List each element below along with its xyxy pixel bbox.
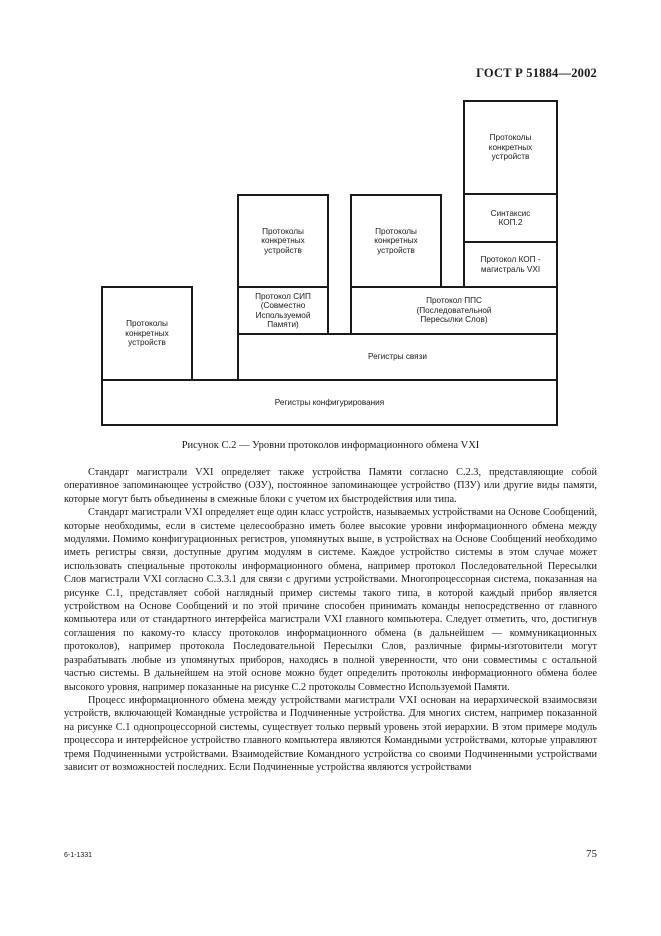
- config-registers-label: Регистры конфигурирования: [274, 397, 385, 407]
- col4-device-protocols-box: [463, 100, 558, 195]
- link-registers-box: [237, 333, 558, 381]
- print-code: 6-1-1331: [64, 852, 93, 859]
- word-serial-protocol-label: Протокол ППС (Последовательной Пересылки Слов): [416, 296, 492, 325]
- paragraph: Стандарт магистрали VXI определяет еще один класс устройств, называемых устройствами на Основе Сообщений, которые необходимы, если в системе целесообразно иметь более высокие уровни информационного обмена между модулями. Помимо конфигурационных регистров, упомянутых выше, в устройствах на Основе Сообщений необходимо иметь регистры связи, доступные другим модулям в системе. Каждое устройство системы в этом случае может использовать специальные протоколы информационного обмена, например протокол Последовательной Пересылки Слов магистрали VXI согласно С.3.3.1 для связи с другими устройствами. Многопроцессорная система, показанная на рисунке С.1, представляет собой наглядный пример системы такого типа, в которой каждый прибор является устройством на Основе Сообщений и по этой причине способен принимать команды непосредственно от главного компьютера или от стандартного интерфейса магистрали VXI главного компьютера. Следует отметить, что, достигнув соглашения по какому-то классу протоколов информационного обмена (в дальнейшем — коммуникационных протоколов), например протокола Последовательной Пересылки Слов, различные фирмы-изготовители могут разрабатывать любые из упомянутых приборов, находясь в полной уверенности, что они совместимы с остальной частью системы. В дальнейшем на этой основе можно будет определить протоколы информационного обмена более высокого уровня, например показанные на рисунке С.2 протоколы Совместно Используемой Памяти.: [64, 507, 597, 693]
- col2-device-protocols-label: Протоколы конкретных устройств: [261, 226, 305, 255]
- page-number: 75: [586, 848, 597, 860]
- shared-memory-protocol-label: Протокол СИП (Совместно Используемой Памяти): [255, 291, 311, 329]
- figure-caption: Рисунок С.2 — Уровни протоколов информационного обмена VXI: [181, 440, 480, 451]
- link-registers-label: Регистры связи: [368, 352, 427, 362]
- col1-device-protocols-label: Протоколы конкретных устройств: [125, 319, 169, 348]
- col4-device-protocols-label: Протоколы конкретных устройств: [488, 133, 533, 162]
- col3-device-protocols-box: [350, 194, 442, 288]
- protocol-levels-diagram: [0, 0, 661, 440]
- col3-device-protocols-label: Протоколы конкретных устройств: [374, 226, 418, 255]
- word-serial-protocol-box: [350, 286, 558, 335]
- paragraph: Стандарт магистрали VXI определяет также устройства Памяти согласно С.2.3, представляющие собой оперативное запоминающее устройство (ОЗУ), постоянное запоминающее устройство (ПЗУ) или другие виды памяти, которые могут быть объединены в смежные блоки с учетом их быстродействия или типа.: [64, 467, 597, 505]
- col1-device-protocols-box: [101, 286, 193, 381]
- col2-device-protocols-box: [237, 194, 329, 288]
- syntax-kop2-box: [463, 193, 558, 243]
- body-text: [64, 466, 597, 774]
- config-registers-box: [101, 379, 558, 426]
- kop-vxi-protocol-label: Протокол КОП - магистраль VXI: [480, 255, 541, 274]
- paragraph: Процесс информационного обмена между устройствами магистрали VXI основан на иерархической взаимосвязи устройств, включающей Командные устройства и Подчиненные устройства. Для многих систем, например показанной на рисунке С.1 однопроцессорной системы, существует только первый уровень этой иерархии. В этом примере модуль процессора и интерфейсное устройство главного компьютера являются Командными устройствами, которые управляют тремя Подчиненными устройствами. Взаимодействие Командного устройства со своими Подчиненными устройствами зависит от возможностей последних. Если Подчиненные устройства являются устройствами: [64, 694, 597, 773]
- syntax-kop2-label: Синтаксис КОП.2: [490, 208, 531, 227]
- page-header-standard: ГОСТ Р 51884—2002: [476, 66, 597, 80]
- kop-vxi-protocol-box: [463, 241, 558, 288]
- shared-memory-protocol-box: [237, 286, 329, 335]
